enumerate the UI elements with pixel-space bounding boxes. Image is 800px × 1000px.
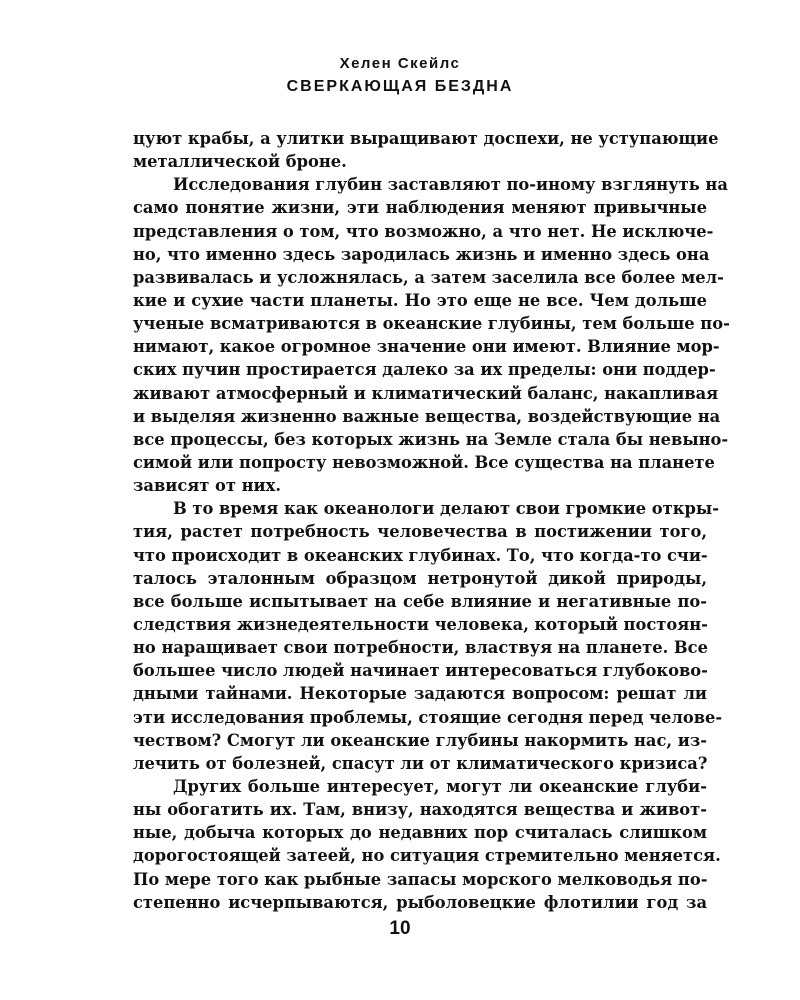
text-line: что происходит в океанских глубинах. То, что когда-то счи-: [133, 545, 708, 565]
text-line: живают атмосферный и климатический баланс, накапливая: [133, 383, 719, 403]
running-header: [0, 54, 800, 98]
text-line: Исследования глубин заставляют по-иному взглянуть на: [173, 175, 728, 195]
text-line: тия, растет потребность человечества в постижении того,: [133, 522, 707, 542]
text-line: но, что именно здесь зародилась жизнь и именно здесь она: [133, 244, 710, 264]
text-line: дорогостоящей затеей, но ситуация стремительно меняется.: [133, 846, 721, 866]
text-line: ные, добыча которых до недавних пор считалась слишком: [133, 823, 707, 843]
text-line: развивалась и усложнялась, а затем заселила все более мел-: [133, 267, 724, 287]
text-line: металлической броне.: [133, 152, 347, 172]
text-line: все процессы, без которых жизнь на Земле стала бы невыно-: [133, 429, 729, 449]
text-line: эти исследования проблемы, стоящие сегодня перед челове-: [133, 707, 723, 727]
text-line: чеством? Смогут ли океанские глубины накормить нас, из-: [133, 730, 707, 750]
text-line: По мере того как рыбные запасы морского мелководья по-: [133, 869, 708, 889]
paragraph-3: [133, 497, 723, 775]
text-line: В то время как океанологи делают свои громкие откры-: [173, 499, 719, 519]
text-line: нимают, какое огромное значение они имеют. Влияние мор-: [133, 337, 720, 357]
paragraph-2: [133, 173, 730, 497]
text-line: зависят от них.: [133, 476, 282, 496]
text-line: но наращивает свои потребности, властвуя на планете. Все: [133, 638, 708, 658]
text-line: ны обогатить их. Там, внизу, находятся вещества и живот-: [133, 800, 707, 820]
text-line: представления о том, что возможно, а что нет. Не исключе-: [133, 221, 714, 241]
paragraph-4: [133, 775, 721, 914]
page-number: 10: [389, 918, 411, 939]
text-line: дными тайнами. Некоторые задаются вопросом: решат ли: [133, 684, 707, 704]
text-line: большее число людей начинает интересоваться глубоково-: [133, 661, 708, 681]
text-line: ских пучин простирается далеко за их пределы: они поддер-: [133, 360, 716, 380]
body-text: [133, 127, 730, 914]
header-author: Хелен Скейлс: [339, 55, 461, 72]
text-line: степенно исчерпываются, рыболовецкие флотилии год за: [133, 892, 707, 912]
text-line: талось эталонным образцом нетронутой дикой природы,: [133, 568, 707, 588]
text-line: симой или попросту невозможной. Все существа на планете: [133, 452, 715, 472]
text-line: кие и сухие части планеты. Но это еще не все. Чем дольше: [133, 290, 707, 310]
text-line: следствия жизнедеятельности человека, который постоян-: [133, 614, 708, 634]
text-line: Других больше интересует, могут ли океанские глуби-: [173, 776, 707, 796]
paragraph-1: [133, 127, 719, 173]
text-line: ученые всматриваются в океанские глубины, тем больше по-: [133, 314, 730, 334]
text-line: лечить от болезней, спасут ли от климатического кризиса?: [133, 753, 708, 773]
text-line: само понятие жизни, эти наблюдения меняют привычные: [133, 198, 707, 218]
text-line: все больше испытывает на себе влияние и негативные по-: [133, 591, 707, 611]
text-line: цуют крабы, а улитки выращивают доспехи, не уступающие: [133, 129, 719, 148]
text-line: и выделяя жизненно важные вещества, воздействующие на: [133, 406, 721, 426]
header-book-title: СВЕРКАЮЩАЯ БЕЗДНА: [286, 78, 514, 95]
